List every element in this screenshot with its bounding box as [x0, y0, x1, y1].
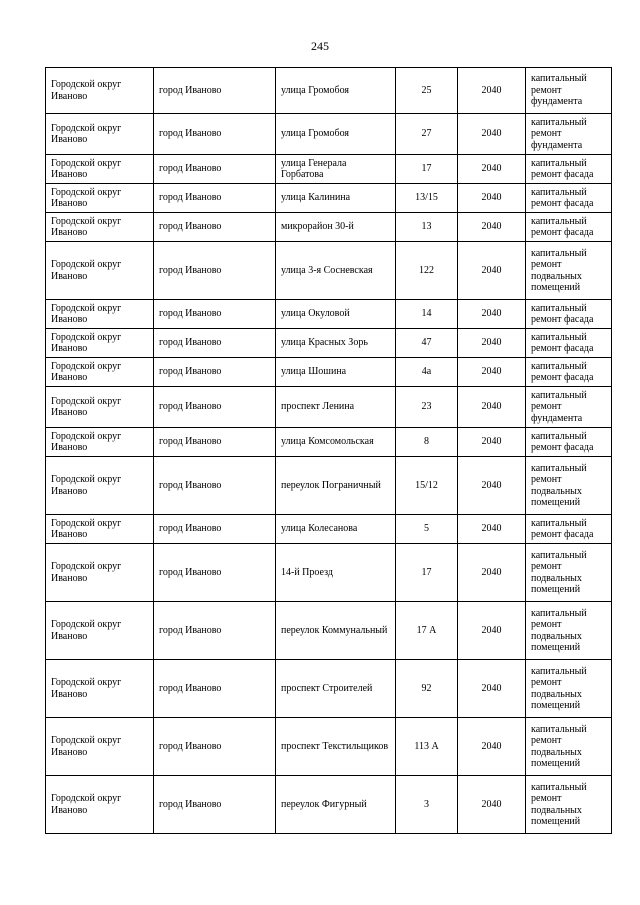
district-cell: Городской округ Иваново: [46, 544, 154, 602]
work-type-cell: капитальный ремонт фундамента: [526, 387, 612, 428]
district-cell: Городской округ Иваново: [46, 114, 154, 155]
house-cell: 17: [396, 155, 458, 184]
street-cell: улица Окуловой: [276, 300, 396, 329]
district-cell: Городской округ Иваново: [46, 660, 154, 718]
work-type-cell: капитальный ремонт подвальных помещений: [526, 602, 612, 660]
city-cell: город Иваново: [154, 68, 276, 114]
district-cell: Городской округ Иваново: [46, 776, 154, 834]
district-cell: Городской округ Иваново: [46, 428, 154, 457]
street-cell: улица Комсомольская: [276, 428, 396, 457]
street-cell: проспект Строителей: [276, 660, 396, 718]
year-cell: 2040: [458, 155, 526, 184]
work-type-cell: капитальный ремонт фасада: [526, 515, 612, 544]
work-type-cell: капитальный ремонт фасада: [526, 155, 612, 184]
district-cell: Городской округ Иваново: [46, 387, 154, 428]
house-cell: 3: [396, 776, 458, 834]
house-cell: 27: [396, 114, 458, 155]
street-cell: переулок Пограничный: [276, 457, 396, 515]
house-cell: 4а: [396, 358, 458, 387]
house-cell: 17: [396, 544, 458, 602]
table-row: [46, 660, 612, 718]
table-row: [46, 213, 612, 242]
city-cell: город Иваново: [154, 776, 276, 834]
street-cell: улица Шошина: [276, 358, 396, 387]
work-type-cell: капитальный ремонт подвальных помещений: [526, 660, 612, 718]
table-row: [46, 68, 612, 114]
house-cell: 5: [396, 515, 458, 544]
city-cell: город Иваново: [154, 358, 276, 387]
city-cell: город Иваново: [154, 329, 276, 358]
work-type-cell: капитальный ремонт подвальных помещений: [526, 242, 612, 300]
house-cell: 17 А: [396, 602, 458, 660]
city-cell: город Иваново: [154, 660, 276, 718]
table-row: [46, 242, 612, 300]
city-cell: город Иваново: [154, 602, 276, 660]
house-cell: 122: [396, 242, 458, 300]
district-cell: Городской округ Иваново: [46, 155, 154, 184]
repair-schedule-table: [45, 67, 612, 834]
house-cell: 14: [396, 300, 458, 329]
table-row: [46, 428, 612, 457]
street-cell: улица 3-я Сосневская: [276, 242, 396, 300]
district-cell: Городской округ Иваново: [46, 184, 154, 213]
city-cell: город Иваново: [154, 242, 276, 300]
district-cell: Городской округ Иваново: [46, 329, 154, 358]
work-type-cell: капитальный ремонт фасада: [526, 300, 612, 329]
street-cell: переулок Фигурный: [276, 776, 396, 834]
year-cell: 2040: [458, 544, 526, 602]
work-type-cell: капитальный ремонт фасада: [526, 428, 612, 457]
work-type-cell: капитальный ремонт фундамента: [526, 68, 612, 114]
city-cell: город Иваново: [154, 515, 276, 544]
street-cell: улица Громобоя: [276, 68, 396, 114]
table-row: [46, 114, 612, 155]
work-type-cell: капитальный ремонт фасада: [526, 184, 612, 213]
year-cell: 2040: [458, 242, 526, 300]
district-cell: Городской округ Иваново: [46, 242, 154, 300]
year-cell: 2040: [458, 776, 526, 834]
street-cell: переулок Коммунальный: [276, 602, 396, 660]
street-cell: улица Генерала Горбатова: [276, 155, 396, 184]
table-row: [46, 329, 612, 358]
house-cell: 13: [396, 213, 458, 242]
district-cell: Городской округ Иваново: [46, 718, 154, 776]
year-cell: 2040: [458, 358, 526, 387]
house-cell: 23: [396, 387, 458, 428]
street-cell: проспект Текстильщиков: [276, 718, 396, 776]
city-cell: город Иваново: [154, 428, 276, 457]
work-type-cell: капитальный ремонт подвальных помещений: [526, 776, 612, 834]
city-cell: город Иваново: [154, 718, 276, 776]
street-cell: проспект Ленина: [276, 387, 396, 428]
year-cell: 2040: [458, 329, 526, 358]
city-cell: город Иваново: [154, 387, 276, 428]
street-cell: улица Калинина: [276, 184, 396, 213]
city-cell: город Иваново: [154, 457, 276, 515]
city-cell: город Иваново: [154, 184, 276, 213]
district-cell: Городской округ Иваново: [46, 457, 154, 515]
city-cell: город Иваново: [154, 213, 276, 242]
table-row: [46, 300, 612, 329]
table-row: [46, 184, 612, 213]
year-cell: 2040: [458, 68, 526, 114]
city-cell: город Иваново: [154, 544, 276, 602]
house-cell: 113 А: [396, 718, 458, 776]
year-cell: 2040: [458, 184, 526, 213]
year-cell: 2040: [458, 515, 526, 544]
table-row: [46, 457, 612, 515]
street-cell: микрорайон 30-й: [276, 213, 396, 242]
district-cell: Городской округ Иваново: [46, 300, 154, 329]
year-cell: 2040: [458, 387, 526, 428]
district-cell: Городской округ Иваново: [46, 602, 154, 660]
city-cell: город Иваново: [154, 114, 276, 155]
table-row: [46, 358, 612, 387]
street-cell: улица Колесанова: [276, 515, 396, 544]
work-type-cell: капитальный ремонт фасада: [526, 358, 612, 387]
district-cell: Городской округ Иваново: [46, 515, 154, 544]
table-row: [46, 776, 612, 834]
work-type-cell: капитальный ремонт фундамента: [526, 114, 612, 155]
table-row: [46, 718, 612, 776]
year-cell: 2040: [458, 457, 526, 515]
table-row: [46, 602, 612, 660]
house-cell: 92: [396, 660, 458, 718]
table-body: [46, 68, 612, 834]
work-type-cell: капитальный ремонт подвальных помещений: [526, 457, 612, 515]
year-cell: 2040: [458, 114, 526, 155]
year-cell: 2040: [458, 428, 526, 457]
table-row: [46, 155, 612, 184]
city-cell: город Иваново: [154, 300, 276, 329]
house-cell: 13/15: [396, 184, 458, 213]
table-row: [46, 544, 612, 602]
table-row: [46, 515, 612, 544]
district-cell: Городской округ Иваново: [46, 213, 154, 242]
page-number: 245: [311, 39, 329, 53]
street-cell: 14-й Проезд: [276, 544, 396, 602]
street-cell: улица Красных Зорь: [276, 329, 396, 358]
work-type-cell: капитальный ремонт фасада: [526, 213, 612, 242]
city-cell: город Иваново: [154, 155, 276, 184]
district-cell: Городской округ Иваново: [46, 358, 154, 387]
district-cell: Городской округ Иваново: [46, 68, 154, 114]
year-cell: 2040: [458, 718, 526, 776]
table-row: [46, 387, 612, 428]
work-type-cell: капитальный ремонт подвальных помещений: [526, 544, 612, 602]
house-cell: 15/12: [396, 457, 458, 515]
work-type-cell: капитальный ремонт подвальных помещений: [526, 718, 612, 776]
street-cell: улица Громобоя: [276, 114, 396, 155]
year-cell: 2040: [458, 300, 526, 329]
house-cell: 25: [396, 68, 458, 114]
work-type-cell: капитальный ремонт фасада: [526, 329, 612, 358]
year-cell: 2040: [458, 660, 526, 718]
house-cell: 8: [396, 428, 458, 457]
year-cell: 2040: [458, 213, 526, 242]
house-cell: 47: [396, 329, 458, 358]
year-cell: 2040: [458, 602, 526, 660]
